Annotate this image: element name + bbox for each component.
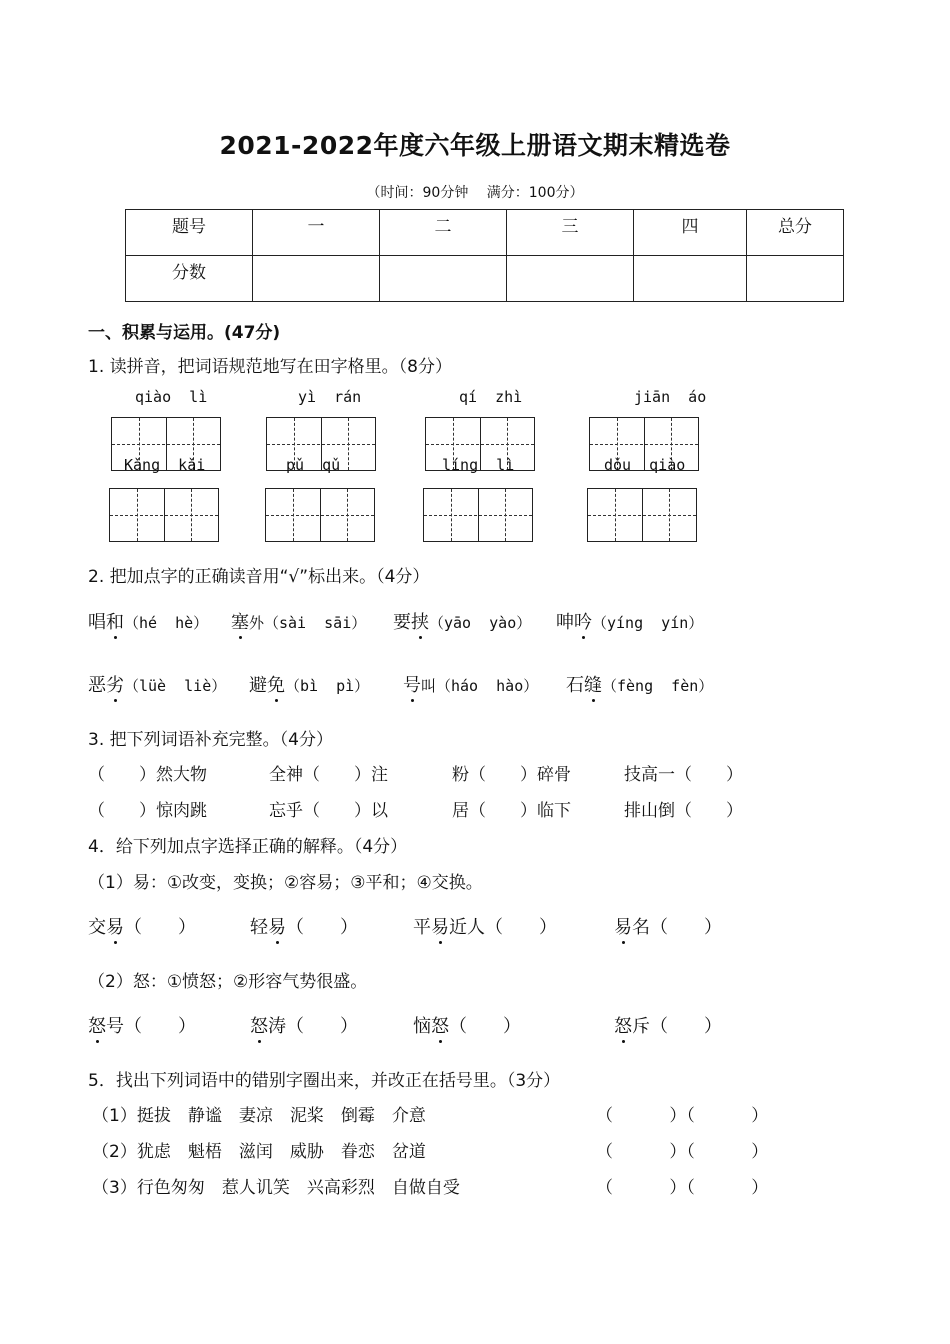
idiom-blank[interactable]: 居（ ）临下 [452,801,571,821]
question-5-prompt: 5．找出下列词语中的错别字圈出来，并改正在括号里。（3分） [88,1071,561,1091]
page-title: 2021-2022年度六年级上册语文期末精选卷 [219,131,731,160]
meaning-item[interactable]: 平易近人（ ） [413,913,557,939]
header-cell: 题号 [126,210,253,256]
meaning-item[interactable]: 恼怒（ ） [413,1012,521,1038]
pinyin-label: qiào lì [135,388,208,406]
idiom-blank[interactable]: 技高一（ ） [624,765,743,785]
word-row: （1）挺拔 静谧 妻凉 泥桨 倒霉 介意 [92,1106,426,1126]
question-3-prompt: 3. 把下列词语补充完整。（4分） [88,730,333,750]
word-row: （2）犹虑 魁梧 滋闰 威胁 眷恋 岔道 [92,1142,426,1162]
score-table [125,209,844,302]
score-cell[interactable] [507,256,634,302]
row-label: 分数 [126,256,253,302]
header-cell: 四 [634,210,747,256]
meaning-item[interactable]: 怒号（ ） [88,1012,196,1038]
answer-blanks[interactable]: （ ）（ ） [596,1142,769,1162]
section-heading: 一、积累与运用。(47分) [88,323,281,343]
pinyin-label: jiān áo [634,388,707,406]
pinyin-label: qí zhì [459,388,523,406]
writing-grid[interactable] [423,488,533,542]
idiom-blank[interactable]: （ ）惊肉跳 [88,801,207,821]
pinyin-label: Kǎng kǎi [124,456,206,474]
meaning-item[interactable]: 易名（ ） [614,913,722,939]
score-cell[interactable] [747,256,844,302]
answer-blanks[interactable]: （ ）（ ） [596,1178,769,1198]
meaning-item[interactable]: 轻易（ ） [250,913,358,939]
header-cell: 二 [380,210,507,256]
pinyin-label: líng lì [442,456,515,474]
header-cell: 一 [253,210,380,256]
idiom-blank[interactable]: 全神（ ）注 [269,765,388,785]
reading-item: 恶劣（lüè liè） [88,671,226,697]
table-row [126,256,844,302]
idiom-blank[interactable]: 忘乎（ ）以 [269,801,388,821]
reading-item: 唱和（hé hè） [88,608,208,634]
header-cell: 总分 [747,210,844,256]
definition-list: （2）怒：①愤怒；②形容气势很盛。 [88,972,368,992]
header-cell: 三 [507,210,634,256]
reading-item: 呻吟（yíng yín） [556,608,703,634]
writing-grid[interactable] [109,488,219,542]
question-1-prompt: 1. 读拼音，把词语规范地写在田字格里。（8分） [88,357,452,377]
question-4-prompt: 4．给下列加点字选择正确的解释。（4分） [88,837,408,857]
exam-info: （时间：90分钟 满分：100分） [366,185,584,201]
definition-list: （1）易：①改变，变换；②容易；③平和；④交换。 [88,873,483,893]
answer-blanks[interactable]: （ ）（ ） [596,1106,769,1126]
pinyin-label: pǔ qǔ [286,456,341,474]
writing-grid[interactable] [587,488,697,542]
reading-item: 号叫（háo hào） [403,671,538,697]
pinyin-label: dǒu qiào [604,456,686,474]
idiom-blank[interactable]: （ ）然大物 [88,765,207,785]
question-2-prompt: 2. 把加点字的正确读音用“√”标出来。（4分） [88,567,430,587]
meaning-item[interactable]: 交易（ ） [88,913,196,939]
word-row: （3）行色匆匆 惹人讥笑 兴高彩烈 自做自受 [92,1178,460,1198]
meaning-item[interactable]: 怒涛（ ） [250,1012,358,1038]
idiom-blank[interactable]: 排山倒（ ） [624,801,743,821]
reading-item: 要挟（yāo yào） [393,608,531,634]
reading-item: 避免（bì pì） [249,671,369,697]
score-cell[interactable] [634,256,747,302]
idiom-blank[interactable]: 粉（ ）碎骨 [452,765,571,785]
writing-grid[interactable] [265,488,375,542]
score-cell[interactable] [253,256,380,302]
reading-item: 石缝（fèng fèn） [566,671,713,697]
reading-item: 塞外（sài sāi） [231,608,366,634]
table-row [126,210,844,256]
pinyin-label: yì rán [298,388,362,406]
score-cell[interactable] [380,256,507,302]
meaning-item[interactable]: 怒斥（ ） [614,1012,722,1038]
